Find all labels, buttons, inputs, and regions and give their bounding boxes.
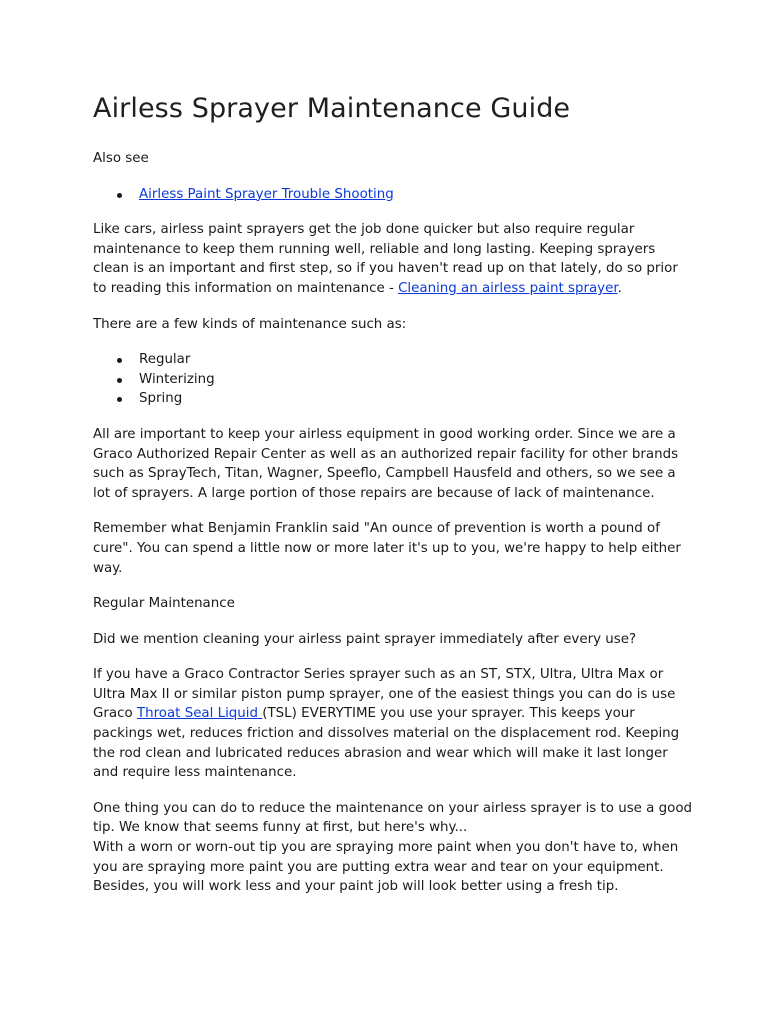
intro-paragraph (93, 220, 693, 298)
intro-text-end: . (617, 280, 622, 296)
repair-paragraph: All are important to keep your airless equipment in good working order. Since we are a Graco Authorized Repair Center as well as an authorized repair facility for other brands such as SprayTech, Titan, Wagner, Speeflo, Campbell Hausfeld and others, so we see a lot of sprayers. A large portion of those repairs are because of lack of maintenance. (93, 426, 679, 501)
trouble-shooting-link[interactable]: Airless Paint Sprayer Trouble Shooting (139, 186, 394, 202)
page-title: Airless Sprayer Maintenance Guide (93, 93, 571, 124)
tip-paragraph-continued: With a worn or worn-out tip you are spraying more paint when you don't have to, when you are spraying more paint you are putting extra wear and tear on your equipment. Besides, you will work less and your paint job will look better using a fresh tip. (93, 840, 679, 895)
throat-seal-liquid-link[interactable]: Throat Seal Liquid (136, 706, 263, 722)
tsl-text-end: (TSL) EVERYTIME you use your sprayer. This keeps your packings wet, reduces friction and dissolves material on the displacement rod. Keeping the rod clean and lubricated reduces abrasion and wear which will make it last longer and require less maintenance. (93, 706, 680, 781)
list-item: Spring (139, 389, 693, 409)
cleaning-paragraph: Did we mention cleaning your airless paint sprayer immediately after every use? (93, 631, 637, 647)
intro-text: Like cars, airless paint sprayers get the job done quicker but also require regular maintenance to keep them running well, reliable and long lasting. Keeping sprayers clean is an important and first step, so if you haven't read up on that lately, do so prior to reading this information on maintenance - (93, 222, 678, 296)
list-item: Winterizing (139, 370, 693, 390)
also-see-label: Also see (93, 151, 149, 166)
maintenance-kinds-list (93, 350, 693, 409)
franklin-paragraph: Remember what Benjamin Franklin said "An ounce of prevention is worth a pound of cure". You can spend a little now or more later it's up to you, we're happy to help either way. (93, 521, 681, 576)
cleaning-sprayer-link[interactable]: Cleaning an airless paint sprayer (398, 280, 618, 296)
tip-paragraph: One thing you can do to reduce the maintenance on your airless sprayer is to use a good tip. We know that seems funny at first, but here's why... (93, 800, 693, 836)
also-see-list (93, 185, 693, 205)
regular-maintenance-heading: Regular Maintenance (93, 596, 235, 612)
article (93, 90, 693, 913)
kinds-intro: There are a few kinds of maintenance such as: (93, 316, 407, 332)
tsl-paragraph (93, 665, 693, 783)
list-item: Regular (139, 350, 693, 370)
list-item (139, 185, 693, 205)
tsl-text: If you have a Graco Contractor Series sprayer such as an ST, STX, Ultra, Ultra Max or Ultra Max II or similar piston pump sprayer, one of the easiest things you can do is use Graco (93, 667, 676, 722)
